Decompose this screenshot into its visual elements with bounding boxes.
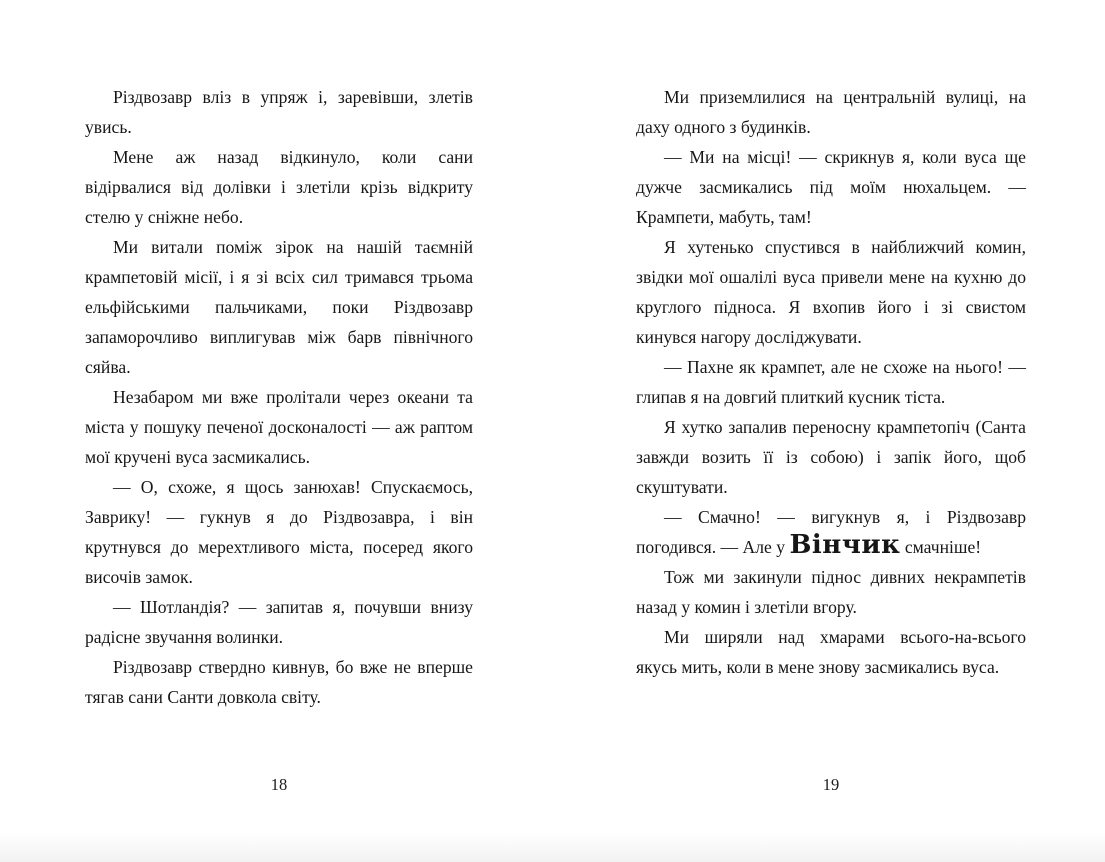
paragraph: — Ми на місці! — скрикнув я, коли вуса ще дужче засмикались під моїм нюхальцем. — Крампети, мабуть, там! — [636, 147, 1026, 227]
paragraph: Незабаром ми вже пролітали через океани та міста у пошуку печеної досконалості — аж раптом мої кручені вуса засмикались. — [85, 387, 473, 467]
left-page-number: 18 — [270, 775, 288, 794]
special-paragraph — [636, 502, 1026, 562]
paragraph: Я хутенько спустився в найближчий комин, звідки мої ошалілі вуса привели мене на кухню до круглого підноса. Я вхопив його і зі свистом кинувся нагору досліджувати. — [636, 237, 1026, 347]
paragraph: — О, схоже, я щось занюхав! Спускаємось, Заврику! — гукнув я до Різдвозавра, і він крутнувся до мерехтливого міста, посеред якого височів замок. — [85, 477, 473, 587]
paragraph: Я хутко запалив переносну крампетопіч (Санта завжди возить її із собою) і запік його, щоб скуштувати. — [636, 417, 1026, 497]
paragraph: Ми витали поміж зірок на нашій таємній крампетовій місії, і я зі всіх сил тримався трьома ельфійськими пальчиками, поки Різдвозавр запаморочливо виплигував між барв північного сяйва. — [85, 237, 473, 377]
paragraph: Тож ми закинули піднос дивних некрампетів назад у комин і злетіли вгору. — [636, 567, 1026, 617]
paragraph: Ми приземлилися на центральній вулиці, на даху одного з будинків. — [636, 87, 1026, 137]
paragraph: Різдвозавр вліз в упряж і, заревівши, злетів увись. — [85, 87, 473, 137]
right-page-number: 19 — [822, 775, 840, 794]
special-paragraph-after: смачніше! — [900, 537, 982, 557]
left-page-text — [85, 82, 473, 712]
paragraph: — Пахне як крампет, але не схоже на нього! — глипав я на довгий плиткий кусник тіста. — [636, 357, 1026, 407]
paragraph: Мене аж назад відкинуло, коли сани відірвалися від долівки і злетіли крізь відкриту стелю у сніжне небо. — [85, 147, 473, 227]
right-page-paragraphs-after — [636, 562, 1026, 682]
right-page-text — [636, 82, 1026, 682]
paragraph: Різдвозавр ствердно кивнув, бо вже не вперше тягав сани Санти довкола світу. — [85, 657, 473, 707]
vinchyk-fancy-word: Вінчик — [789, 530, 901, 560]
special-paragraph-before: — Смачно! — вигукнув я, і Різдвозавр погодився. — Але у — [636, 507, 1026, 557]
paragraph: Ми ширяли над хмарами всього-на-всього якусь мить, коли в мене знову засмикались вуса. — [636, 627, 1026, 677]
right-page-paragraphs-before — [636, 82, 1026, 502]
paragraph: — Шотландія? — запитав я, почувши внизу радісне звучання волинки. — [85, 597, 473, 647]
